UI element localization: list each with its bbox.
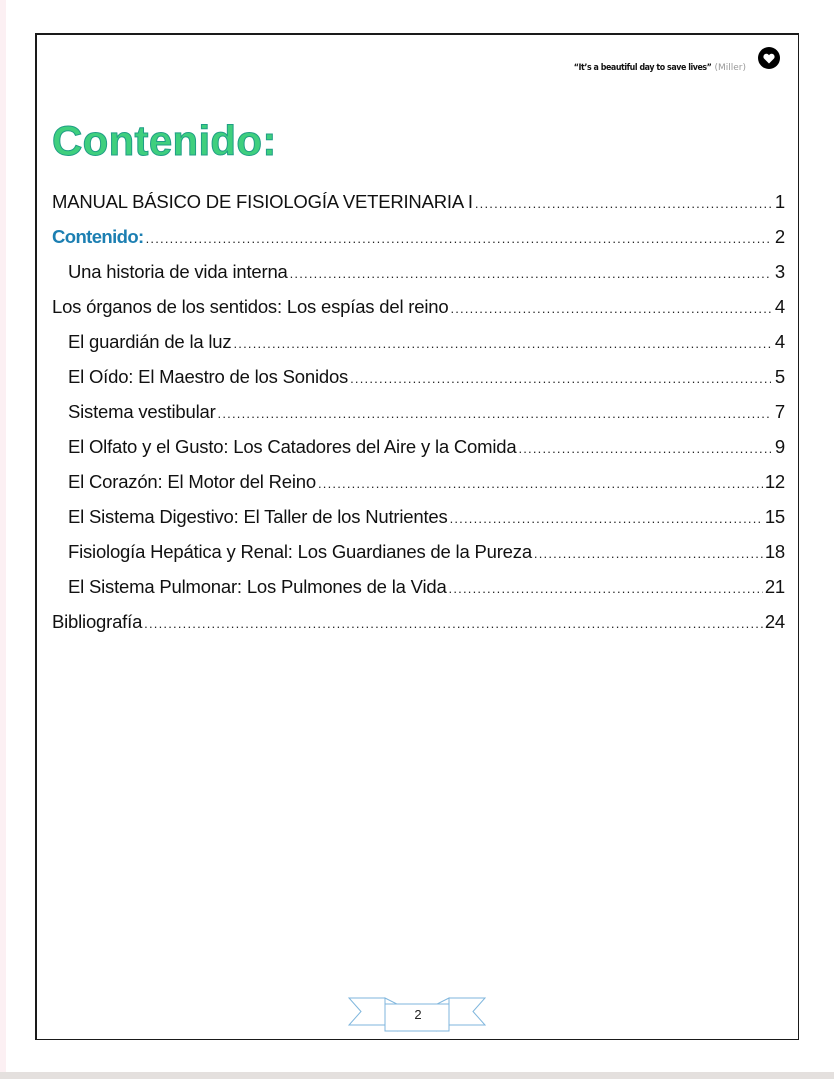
page-number-banner — [347, 995, 487, 1035]
toc-entry[interactable] — [52, 289, 785, 324]
viewer-background-left — [0, 0, 6, 1079]
toc-entry-title: El guardián de la luz — [68, 331, 232, 352]
toc-entry-page: 2 — [774, 226, 785, 247]
toc-entry-title: El Oído: El Maestro de los Sonidos — [68, 366, 349, 387]
viewer-background-bottom — [0, 1072, 834, 1079]
toc-dot-leader — [318, 466, 763, 501]
toc-dot-leader — [475, 186, 771, 221]
toc-entry[interactable] — [52, 219, 785, 254]
toc-entry[interactable] — [52, 569, 785, 604]
toc-entry[interactable] — [52, 394, 785, 429]
toc-entry[interactable] — [52, 464, 785, 499]
document-page — [35, 33, 799, 1040]
toc-entry-page: 18 — [764, 541, 785, 562]
toc-entry[interactable] — [52, 184, 785, 219]
toc-entry-title: El Olfato y el Gusto: Los Catadores del Aire y la Comida — [68, 436, 517, 457]
toc-dot-leader — [290, 256, 771, 291]
toc-entry-title: Una historia de vida interna — [68, 261, 288, 282]
toc-entry-page: 15 — [764, 506, 785, 527]
toc-entry-page: 4 — [774, 331, 785, 352]
toc-entry-page: 12 — [764, 471, 785, 492]
toc-entry-title: Contenido: — [52, 226, 144, 247]
toc-entry[interactable] — [52, 324, 785, 359]
toc-entry[interactable] — [52, 534, 785, 569]
header-quote: “It’s a beautiful day to save lives” — [573, 63, 712, 73]
toc-entry-page: 9 — [774, 436, 785, 457]
toc-entry-page: 21 — [764, 576, 785, 597]
toc-entry-page: 3 — [774, 261, 785, 282]
toc-entry[interactable] — [52, 254, 785, 289]
page-title: Contenido: — [52, 117, 277, 164]
toc-dot-leader — [450, 291, 771, 326]
toc-entry[interactable] — [52, 604, 785, 639]
toc-entry-page: 5 — [774, 366, 785, 387]
toc-entry-title: Bibliografía — [52, 611, 143, 632]
toc-entry-title: Los órganos de los sentidos: Los espías del reino — [52, 296, 449, 317]
toc-entry-title: MANUAL BÁSICO DE FISIOLOGÍA VETERINARIA I — [52, 191, 473, 212]
toc-entry-title: El Sistema Pulmonar: Los Pulmones de la Vida — [68, 576, 447, 597]
page-number: 2 — [414, 1007, 422, 1022]
toc-entry-title: Fisiología Hepática y Renal: Los Guardianes de la Pureza — [68, 541, 532, 562]
toc-entry[interactable] — [52, 359, 785, 394]
toc-dot-leader — [449, 571, 763, 606]
toc-dot-leader — [233, 326, 771, 361]
toc-dot-leader — [450, 501, 763, 536]
toc-dot-leader — [144, 606, 763, 641]
heart-icon — [758, 47, 780, 69]
toc-entry-title: Sistema vestibular — [68, 401, 216, 422]
page-header — [555, 51, 780, 73]
table-of-contents — [52, 184, 785, 639]
header-quote-author: (Miller) — [714, 63, 746, 73]
toc-dot-leader — [534, 536, 763, 571]
toc-entry[interactable] — [52, 499, 785, 534]
toc-entry-page: 1 — [774, 191, 785, 212]
toc-dot-leader — [350, 361, 771, 396]
toc-dot-leader — [218, 396, 771, 431]
toc-dot-leader — [146, 221, 771, 256]
toc-entry-title: El Corazón: El Motor del Reino — [68, 471, 316, 492]
toc-entry-page: 24 — [764, 611, 785, 632]
toc-dot-leader — [518, 431, 771, 466]
toc-entry[interactable] — [52, 429, 785, 464]
toc-entry-title: El Sistema Digestivo: El Taller de los Nutrientes — [68, 506, 448, 527]
toc-entry-page: 7 — [774, 401, 785, 422]
toc-entry-page: 4 — [774, 296, 785, 317]
